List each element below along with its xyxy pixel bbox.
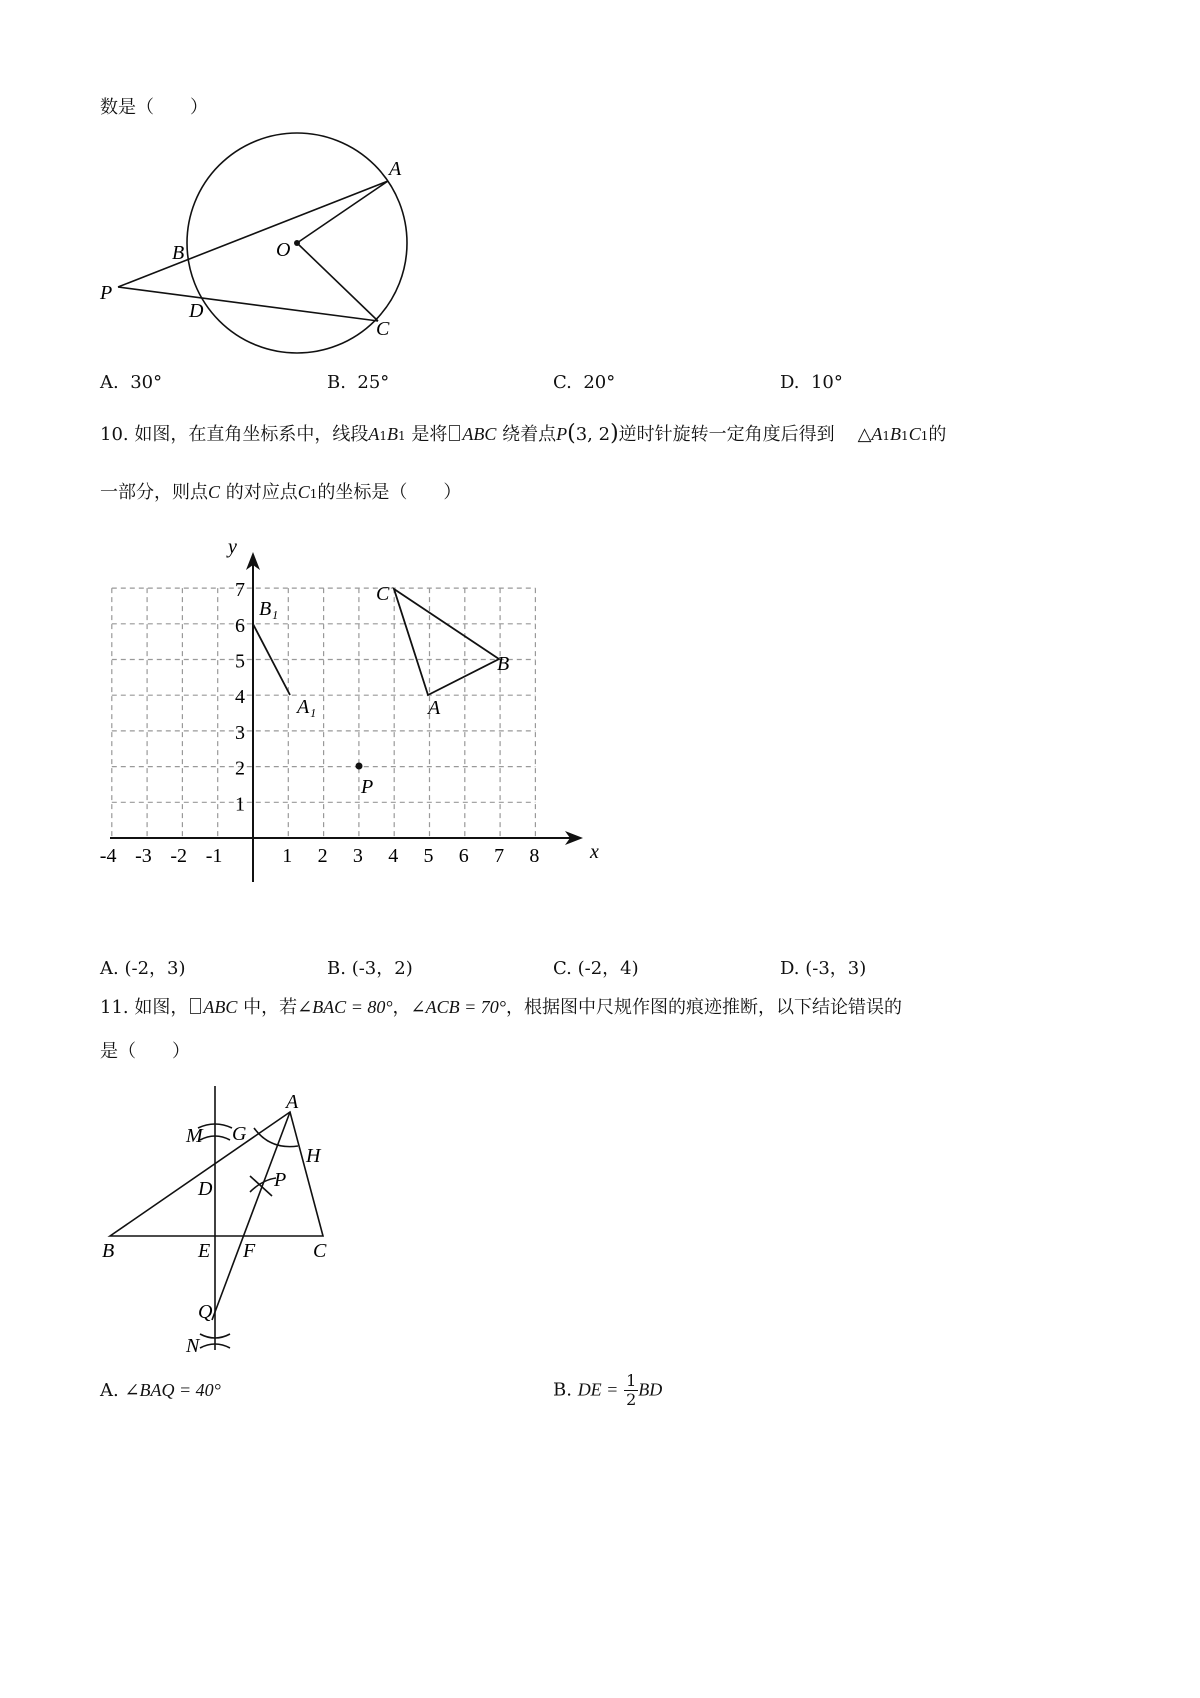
q10-option-a-key: A. — [100, 958, 119, 979]
q9-option-c[interactable] — [553, 372, 615, 393]
q10-option-a[interactable] — [100, 954, 186, 980]
triangle-symbol-placeholder — [449, 425, 460, 441]
y-tick-label: 5 — [235, 650, 245, 673]
q11-text-b: 中，若 — [243, 997, 298, 1018]
q10-label-a1: A₁ — [297, 696, 317, 718]
q11-option-a-value: ∠BAQ = 40° — [124, 1380, 221, 1400]
q10-tri2-sub-b: 1 — [901, 429, 909, 443]
q10-stem-line2 — [100, 480, 461, 506]
q11-text-a: 如图， — [134, 997, 189, 1018]
triangle-abc — [394, 589, 499, 695]
q10-label-p: P — [361, 776, 374, 798]
line-pc — [118, 287, 378, 321]
q10-point-coords: 3, 2 — [575, 424, 611, 445]
q9-option-c-key: C. — [553, 372, 572, 393]
x-tick-label: 1 — [282, 845, 293, 867]
q11-option-b-lhs: DE = — [577, 1379, 619, 1400]
q10-label-b: B — [497, 653, 510, 675]
q10-option-c[interactable] — [553, 954, 639, 980]
y-tick-label: 2 — [235, 757, 245, 780]
q10-option-b-value: (-3，2) — [351, 958, 413, 979]
x-tick-label: 2 — [317, 845, 328, 867]
q11-tri: ABC — [203, 997, 238, 1017]
q9-label-d: D — [189, 300, 204, 322]
x-tick-label: 4 — [388, 845, 399, 867]
q11-label-q: Q — [198, 1301, 213, 1323]
q9-label-o: O — [276, 239, 291, 261]
q10-y-ticks — [235, 579, 245, 815]
q11-angle2: ∠ACB = 70° — [410, 997, 506, 1017]
q9-label-p: P — [100, 282, 113, 304]
q11-label-d: D — [198, 1178, 213, 1200]
q11-figure — [110, 1086, 323, 1350]
point-p — [356, 763, 363, 770]
x-tick-label: -3 — [135, 845, 152, 867]
q10-option-d-key: D. — [780, 958, 800, 979]
q10-label-b1: B₁ — [259, 598, 279, 620]
q11-option-a-key: A. — [100, 1380, 119, 1401]
q10-seg-a: A — [368, 424, 380, 444]
q9-option-c-value: 20° — [583, 372, 616, 393]
q10-option-c-value: (-2，4) — [577, 958, 639, 979]
q10-y-label: y — [228, 536, 237, 558]
x-tick-label: 8 — [529, 845, 540, 867]
q11-option-b-rhs: BD — [638, 1379, 663, 1400]
q10-tri2-a: A — [871, 424, 883, 444]
q9-circle-figure — [118, 133, 407, 353]
q10-text-d: 逆时针旋转一定角度后得到 — [618, 424, 835, 445]
q10-tri: ABC — [462, 424, 497, 444]
q9-option-d[interactable] — [780, 372, 843, 393]
arc-gh — [254, 1128, 298, 1147]
q11-label-a: A — [286, 1091, 299, 1113]
q9-option-b-key: B. — [327, 372, 346, 393]
q10-point: P — [556, 424, 568, 444]
q11-label-m: M — [186, 1125, 203, 1147]
x-tick-label: 3 — [352, 845, 363, 867]
q10-label-a: A — [428, 697, 441, 719]
q11-label-b: B — [102, 1240, 115, 1262]
q11-stem-line1 — [100, 995, 902, 1020]
q10-sub-a: 1 — [379, 429, 388, 443]
q11-option-b[interactable] — [553, 1372, 662, 1409]
q10-tri2-b: B — [890, 424, 902, 444]
x-tick-label: -4 — [99, 845, 117, 867]
q10-text-b: 是将 — [411, 424, 448, 445]
y-tick-label: 1 — [235, 793, 245, 816]
q10-text-h: 的坐标是（ ） — [317, 482, 462, 503]
q10-option-b-key: B. — [327, 958, 346, 979]
center-dot-o — [294, 240, 300, 246]
q10-tri2-c: C — [908, 424, 921, 444]
y-tick-label: 6 — [235, 614, 245, 637]
q11-label-f: F — [243, 1240, 256, 1262]
q9-label-a: A — [389, 158, 402, 180]
x-tick-label: 6 — [458, 845, 469, 867]
triangle-symbol-placeholder-q11 — [190, 998, 201, 1014]
q10-stem-line1: 10. 如图，在直角坐标系中，线段A1B1 是将 ABC 绕着点P(3, 2)逆时针旋转一定角度后得到 △A1B1C1的 — [100, 421, 947, 446]
q10-text-f: 一部分，则点 — [100, 482, 208, 503]
q10-option-a-value: (-2，3) — [124, 958, 186, 979]
x-tick-label: 5 — [423, 845, 434, 867]
q11-angle1: ∠BAC = 80° — [297, 997, 393, 1017]
q9-label-c: C — [376, 318, 390, 340]
fraction-numerator: 1 — [626, 1371, 637, 1390]
q11-label-c: C — [313, 1240, 327, 1262]
line-oc — [297, 243, 378, 321]
q11-stem-line2: 是（ ） — [100, 1041, 190, 1062]
q10-text-a: 如图，在直角坐标系中，线段 — [134, 424, 369, 445]
q9-option-a-value: 30° — [130, 372, 163, 393]
q10-tri2-sub-c: 1 — [920, 429, 929, 443]
q10-option-b[interactable] — [327, 954, 413, 980]
q11-label-g: G — [232, 1123, 247, 1145]
y-tick-label: 3 — [235, 721, 245, 744]
q10-sub-b: 1 — [398, 429, 406, 443]
q10-tri2-prefix: △ — [857, 424, 872, 445]
q11-text-c: ，根据图中尺规作图的痕迹推断，以下结论错误的 — [505, 997, 902, 1018]
q10-option-d[interactable] — [780, 954, 866, 980]
q10-text-c: 绕着点 — [502, 424, 557, 445]
q11-number: 11. — [100, 997, 129, 1018]
q11-option-b-fraction — [624, 1372, 638, 1409]
q9-label-b: B — [172, 242, 185, 264]
q10-c1-sub: 1 — [309, 487, 318, 501]
q9-option-a-key: A. — [100, 372, 119, 393]
q10-number: 10. — [100, 424, 129, 445]
q11-label-n: N — [186, 1335, 200, 1357]
q10-x-label: x — [590, 841, 599, 863]
q10-text-g: 的对应点 — [225, 482, 298, 503]
triangle-abc-q11 — [110, 1112, 323, 1236]
q9-question-tail: 数是（ ） — [100, 97, 208, 118]
q10-label-c: C — [376, 583, 390, 605]
q10-option-d-value: (-3，3) — [805, 958, 867, 979]
q10-option-c-key: C. — [553, 958, 572, 979]
q11-option-b-key: B. — [553, 1379, 572, 1401]
x-tick-label: 7 — [494, 845, 505, 867]
q9-option-b-value: 25° — [357, 372, 390, 393]
line-aq — [212, 1112, 290, 1320]
q9-option-d-value: 10° — [810, 372, 843, 393]
q10-x-ticks — [100, 845, 540, 867]
x-tick-label: -1 — [205, 845, 223, 867]
q11-label-h: H — [306, 1145, 321, 1167]
q10-c: C — [208, 482, 221, 502]
q10-grid — [112, 588, 536, 838]
line-pa — [118, 181, 388, 287]
y-tick-label: 7 — [235, 579, 245, 602]
q10-c1: C — [297, 482, 310, 502]
q10-seg-b: B — [387, 424, 399, 444]
q11-label-p: P — [274, 1169, 287, 1191]
q9-option-a[interactable] — [100, 372, 162, 393]
q11-sep: ， — [392, 997, 411, 1018]
q10-text-e: 的 — [928, 424, 947, 445]
q11-label-e: E — [198, 1240, 211, 1262]
q10-tri2-sub-a: 1 — [882, 429, 891, 443]
fraction-denominator: 2 — [626, 1390, 637, 1409]
q9-option-b[interactable] — [327, 372, 389, 393]
x-tick-label: -2 — [170, 845, 188, 867]
y-tick-label: 4 — [235, 686, 245, 709]
q10-axes — [110, 552, 583, 882]
q11-option-a[interactable] — [100, 1380, 221, 1401]
q9-option-d-key: D. — [780, 372, 800, 393]
